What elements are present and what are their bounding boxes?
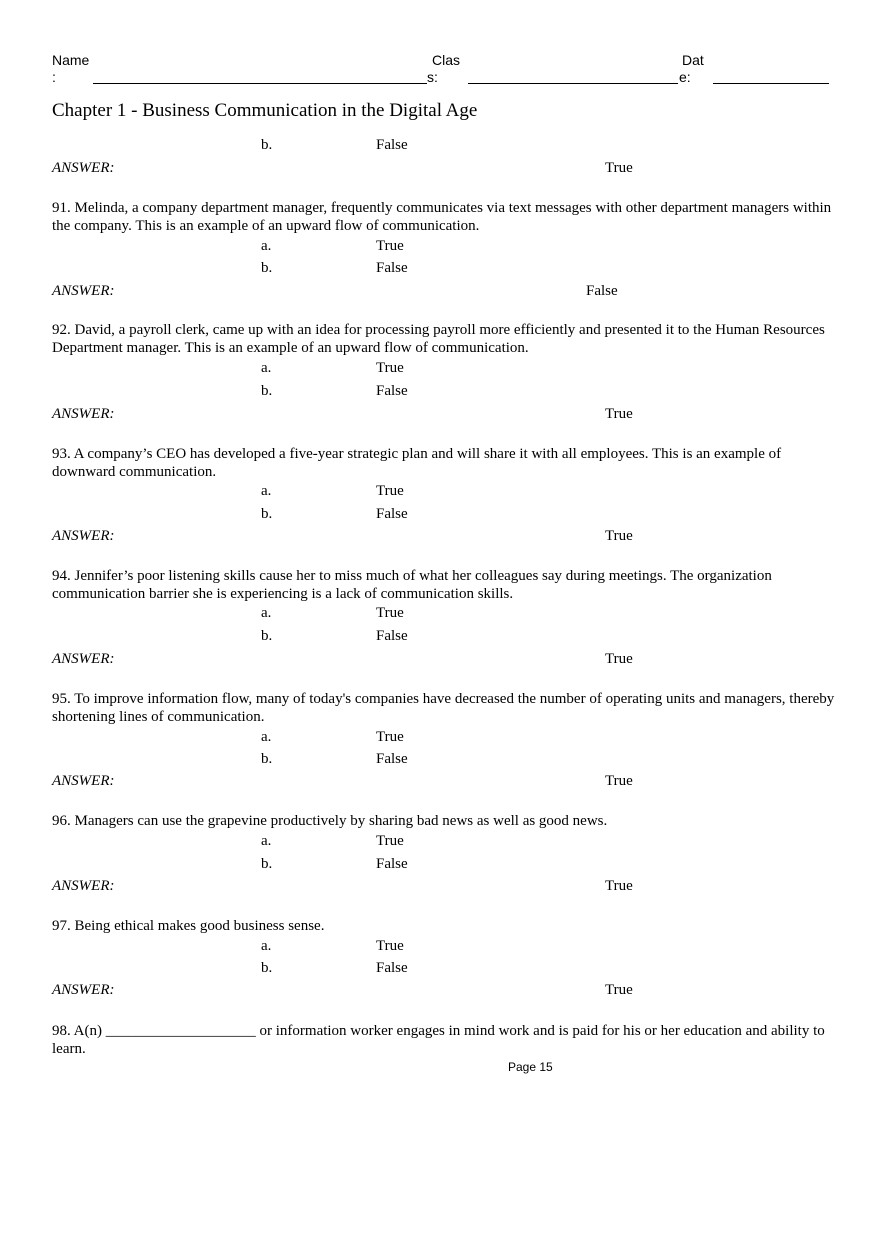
answer-label: ANSWER: bbox=[52, 982, 115, 998]
option-letter: a. bbox=[261, 729, 272, 745]
option-text: True bbox=[376, 360, 404, 376]
answer-value: True bbox=[605, 160, 633, 176]
option-letter: a. bbox=[261, 483, 272, 499]
name-label-colon: : bbox=[52, 69, 56, 85]
option-text: True bbox=[376, 605, 404, 621]
question-text: 95. To improve information flow, many of today's companies have decreased the number of operating units and managers, thereby shortening lines of communication. bbox=[52, 691, 835, 725]
option-letter: b. bbox=[261, 960, 273, 976]
date-field[interactable] bbox=[713, 83, 829, 84]
answer-value: True bbox=[605, 982, 633, 998]
option-letter: a. bbox=[261, 938, 272, 954]
answer-label: ANSWER: bbox=[52, 406, 115, 422]
option-letter: b. bbox=[261, 383, 273, 399]
chapter-title: Chapter 1 - Business Communication in the Digital Age bbox=[52, 100, 478, 121]
option-text: True bbox=[376, 833, 404, 849]
option-letter: a. bbox=[261, 360, 272, 376]
question-text: 94. Jennifer’s poor listening skills cause her to miss much of what her colleagues say during meetings. The organization communication barrier she is experiencing is a lack of communication skills. bbox=[52, 568, 772, 602]
option-letter: b. bbox=[261, 751, 273, 767]
option-text: False bbox=[376, 960, 408, 976]
question-text: 91. Melinda, a company department manager, frequently communicates via text messages with other department managers within the company. This is an example of an upward flow of communication. bbox=[52, 200, 832, 234]
answer-label: ANSWER: bbox=[52, 160, 115, 176]
answer-label: ANSWER: bbox=[52, 651, 115, 667]
answer-value: True bbox=[605, 878, 633, 894]
answer-label: ANSWER: bbox=[52, 878, 115, 894]
question-text: 93. A company’s CEO has developed a five-year strategic plan and will share it with all employees. This is an example of downward communication. bbox=[52, 446, 782, 480]
option-text: False bbox=[376, 628, 408, 644]
option-letter: b. bbox=[261, 260, 273, 276]
option-letter: b. bbox=[261, 137, 273, 153]
option-letter: a. bbox=[261, 238, 272, 254]
date-label-colon: e: bbox=[679, 69, 691, 85]
date-label: Dat bbox=[682, 52, 704, 68]
answer-value: True bbox=[605, 528, 633, 544]
option-text: False bbox=[376, 383, 408, 399]
class-label: Clas bbox=[432, 52, 461, 68]
page-number: Page 15 bbox=[508, 1060, 553, 1074]
question-text: 98. A(n) ____________________ or information worker engages in mind work and is paid for his or her education and ability to learn. bbox=[52, 1023, 825, 1057]
option-text: True bbox=[376, 483, 404, 499]
answer-value: True bbox=[605, 406, 633, 422]
question-text: 92. David, a payroll clerk, came up with an idea for processing payroll more efficiently and presented it to the Human Resources Department manager. This is an example of an upward flow of communication. bbox=[52, 322, 825, 356]
answer-label: ANSWER: bbox=[52, 528, 115, 544]
option-text: True bbox=[376, 729, 404, 745]
option-text: False bbox=[376, 506, 408, 522]
class-field[interactable] bbox=[468, 83, 678, 84]
option-text: True bbox=[376, 238, 404, 254]
question-text: 97. Being ethical makes good business sense. bbox=[52, 918, 325, 934]
option-text: False bbox=[376, 856, 408, 872]
question-text: 96. Managers can use the grapevine productively by sharing bad news as well as good news. bbox=[52, 813, 608, 829]
answer-label: ANSWER: bbox=[52, 283, 115, 299]
class-label-colon: s: bbox=[427, 69, 438, 85]
answer-value: False bbox=[586, 283, 618, 299]
name-field[interactable] bbox=[93, 83, 427, 84]
answer-label: ANSWER: bbox=[52, 773, 115, 789]
option-text: False bbox=[376, 751, 408, 767]
option-letter: b. bbox=[261, 506, 273, 522]
option-letter: a. bbox=[261, 833, 272, 849]
option-text: False bbox=[376, 260, 408, 276]
option-letter: b. bbox=[261, 628, 273, 644]
option-text: True bbox=[376, 938, 404, 954]
option-text: False bbox=[376, 137, 408, 153]
answer-value: True bbox=[605, 773, 633, 789]
name-label: Name bbox=[52, 52, 90, 68]
answer-value: True bbox=[605, 651, 633, 667]
option-letter: a. bbox=[261, 605, 272, 621]
option-letter: b. bbox=[261, 856, 273, 872]
